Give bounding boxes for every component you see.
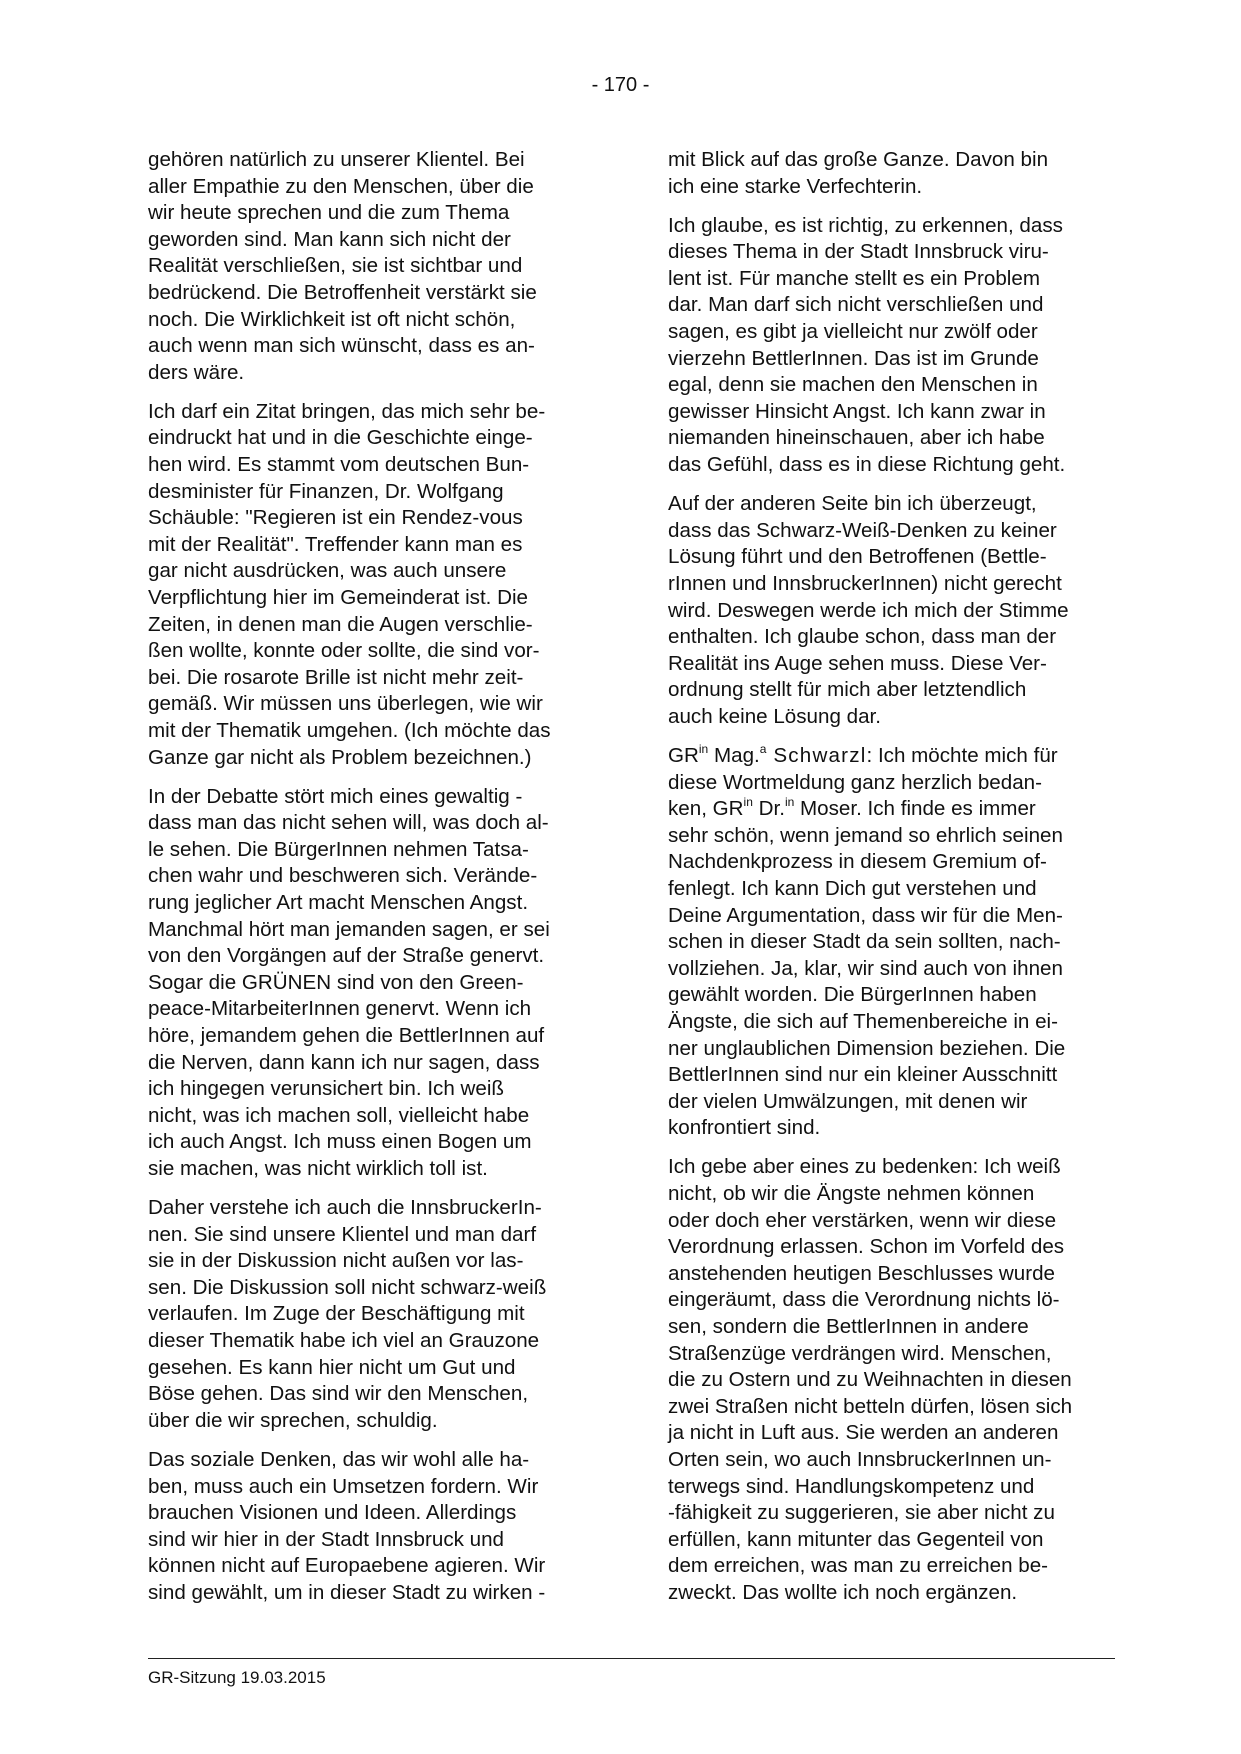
paragraph: Ich gebe aber eines zu bedenken: Ich weiß nicht, ob wir die Ängste nehmen können oder doch eher verstärken, wenn wir diese Verordnung erlassen. Schon im Vorfeld des anstehenden heutigen Beschlusses wurde eingeräumt, dass die Verordnung nichts lö- sen, sondern die BettlerInnen in andere Straßenzüge verdrängen wird. Menschen, die zu Ostern und zu Weihnachten in diesen zwei Straßen nicht betteln dürfen, lösen sich ja nicht in Luft aus. Sie werden an anderen Orten sein, wo auch InnsbruckerInnen un- terwegs sind. Handlungskompetenz und -fähigkeit zu suggerieren, sie aber nicht zu erfüllen, kann mitunter das Gegenteil von dem erreichen, was man zu erreichen be- zweckt. Das wollte ich noch ergänzen. (668, 1155, 1073, 1604)
paragraph: In der Debatte stört mich eines gewaltig - dass man das nicht sehen will, was doch al- le sehen. Die BürgerInnen nehmen Tatsa- chen wahr und beschweren sich. Verände- rung jeglicher Art macht Menschen Angst. Manchmal hört man jemanden sagen, er sei von den Vorgängen auf der Straße genervt. Sogar die GRÜNEN sind von den Green- peace-MitarbeiterInnen genervt. Wenn ich höre, jemandem gehen die BettlerInnen auf die Nerven, dann kann ich nur sagen, dass ich hingegen verunsichert bin. Ich weiß nicht, was ich machen soll, vielleicht habe ich auch Angst. Ich muss einen Bogen um sie machen, was nicht wirklich toll ist. (148, 784, 550, 1180)
footer-session-label: GR-Sitzung 19.03.2015 (148, 1668, 326, 1687)
title-mag: Mag. (708, 743, 760, 767)
title-dr: Dr. (752, 797, 785, 821)
speech-text-start: : Ich möchte mich für diese Wortmeldung ganz herzlich bedan- ken, GR (668, 743, 1058, 821)
page-number: - 170 - (591, 74, 650, 96)
speech-text-rest: Moser. Ich finde es immer sehr schön, wenn jemand so ehrlich seinen Nachdenkprozess in diesem Gremium of- fenlegt. Ich kann Dich gut verstehen und Deine Argumentation, dass wir für die Men- schen in dieser Stadt da sein sollten, nach- vollziehen. Ja, klar, wir sind auch von ihnen gewählt worden. Die BürgerInnen haben Ängste, die sich auf Themenbereiche in ei- ner unglaublichen Dimension beziehen. Die BettlerInnen sind nur ein kleiner Ausschnitt der vielen Umwälzungen, mit denen wir konfrontiert sind. (668, 797, 1066, 1140)
title-gr-suffix: in (698, 741, 709, 756)
paragraph: Daher verstehe ich auch die InnsbruckerIn- nen. Sie sind unsere Klientel und man darf sie in der Diskussion nicht außen vor las- sen. Die Diskussion soll nicht schwarz-weiß verlaufen. Im Zuge der Beschäftigung mit dieser Thematik habe ich viel an Grauzone gesehen. Es kann hier nicht um Gut und Böse gehen. Das sind wir den Menschen, über die wir sprechen, schuldig. (148, 1196, 547, 1432)
title-gr: GR (668, 743, 699, 767)
right-column (668, 147, 1113, 1619)
title-dr-suffix: in (784, 795, 795, 810)
paragraph: Auf der anderen Seite bin ich überzeugt, dass das Schwarz-Weiß-Denken zu keiner Lösung führt und den Betroffenen (Bettle- rInnen und InnsbruckerInnen) nicht gerecht wird. Deswegen werde ich mich der Stimme enthalten. Ich glaube schon, dass man der Realität ins Auge sehen muss. Diese Ver- ordnung stellt für mich aber letztendlich auch keine Lösung dar. (668, 492, 1069, 728)
speaker-name: Schwarzl (766, 743, 867, 767)
left-column (148, 147, 593, 1619)
paragraph: mit Blick auf das große Ganze. Davon bin ich eine starke Verfechterin. (668, 148, 1049, 198)
paragraph: Ich darf ein Zitat bringen, das mich sehr be- eindruckt hat und in die Geschichte einge- hen wird. Es stammt vom deutschen Bun- desminister für Finanzen, Dr. Wolfgang Schäuble: "Regieren ist ein Rendez-vous mit der Realität". Treffender kann man es gar nicht ausdrücken, was auch unsere Verpflichtung hier im Gemeinderat ist. Die Zeiten, in denen man die Augen verschlie- ßen wollte, konnte oder sollte, die sind vor- bei. Die rosarote Brille ist nicht mehr zeit- gemäß. Wir müssen uns überlegen, wie wir mit der Thematik umgehen. (Ich möchte das Ganze gar nicht als Problem bezeichnen.) (148, 399, 551, 769)
paragraph: Ich glaube, es ist richtig, zu erkennen, dass dieses Thema in der Stadt Innsbruck viru- lent ist. Für manche stellt es ein Problem dar. Man darf sich nicht verschließen und sagen, es gibt ja vielleicht nur zwölf oder vierzehn BettlerInnen. Das ist im Grunde egal, denn sie machen den Menschen in gewisser Hinsicht Angst. Ich kann zwar in niemanden hineinschauen, aber ich habe das Gefühl, dass es in diese Richtung geht. (668, 213, 1066, 477)
paragraph: gehören natürlich zu unserer Klientel. Bei aller Empathie zu den Menschen, über die wir heute sprechen und die zum Thema geworden sind. Man kann sich nicht der Realität verschließen, sie ist sichtbar und bedrückend. Die Betroffenheit verstärkt sie noch. Die Wirklichkeit ist oft nicht schön, auch wenn man sich wünscht, dass es an- ders wäre. (148, 148, 537, 384)
title-mag-suffix: a (759, 741, 767, 756)
paragraph: Das soziale Denken, das wir wohl alle ha- ben, muss auch ein Umsetzen fordern. Wir brauchen Visionen und Ideen. Allerdings sind wir hier in der Stadt Innsbruck und können nicht auf Europaebene agieren. Wir sind gewählt, um in dieser Stadt zu wirken - (148, 1447, 546, 1604)
speech-paragraph (668, 743, 1113, 1142)
title-gr2-suffix: in (743, 795, 753, 810)
footer-divider (148, 1658, 1115, 1659)
